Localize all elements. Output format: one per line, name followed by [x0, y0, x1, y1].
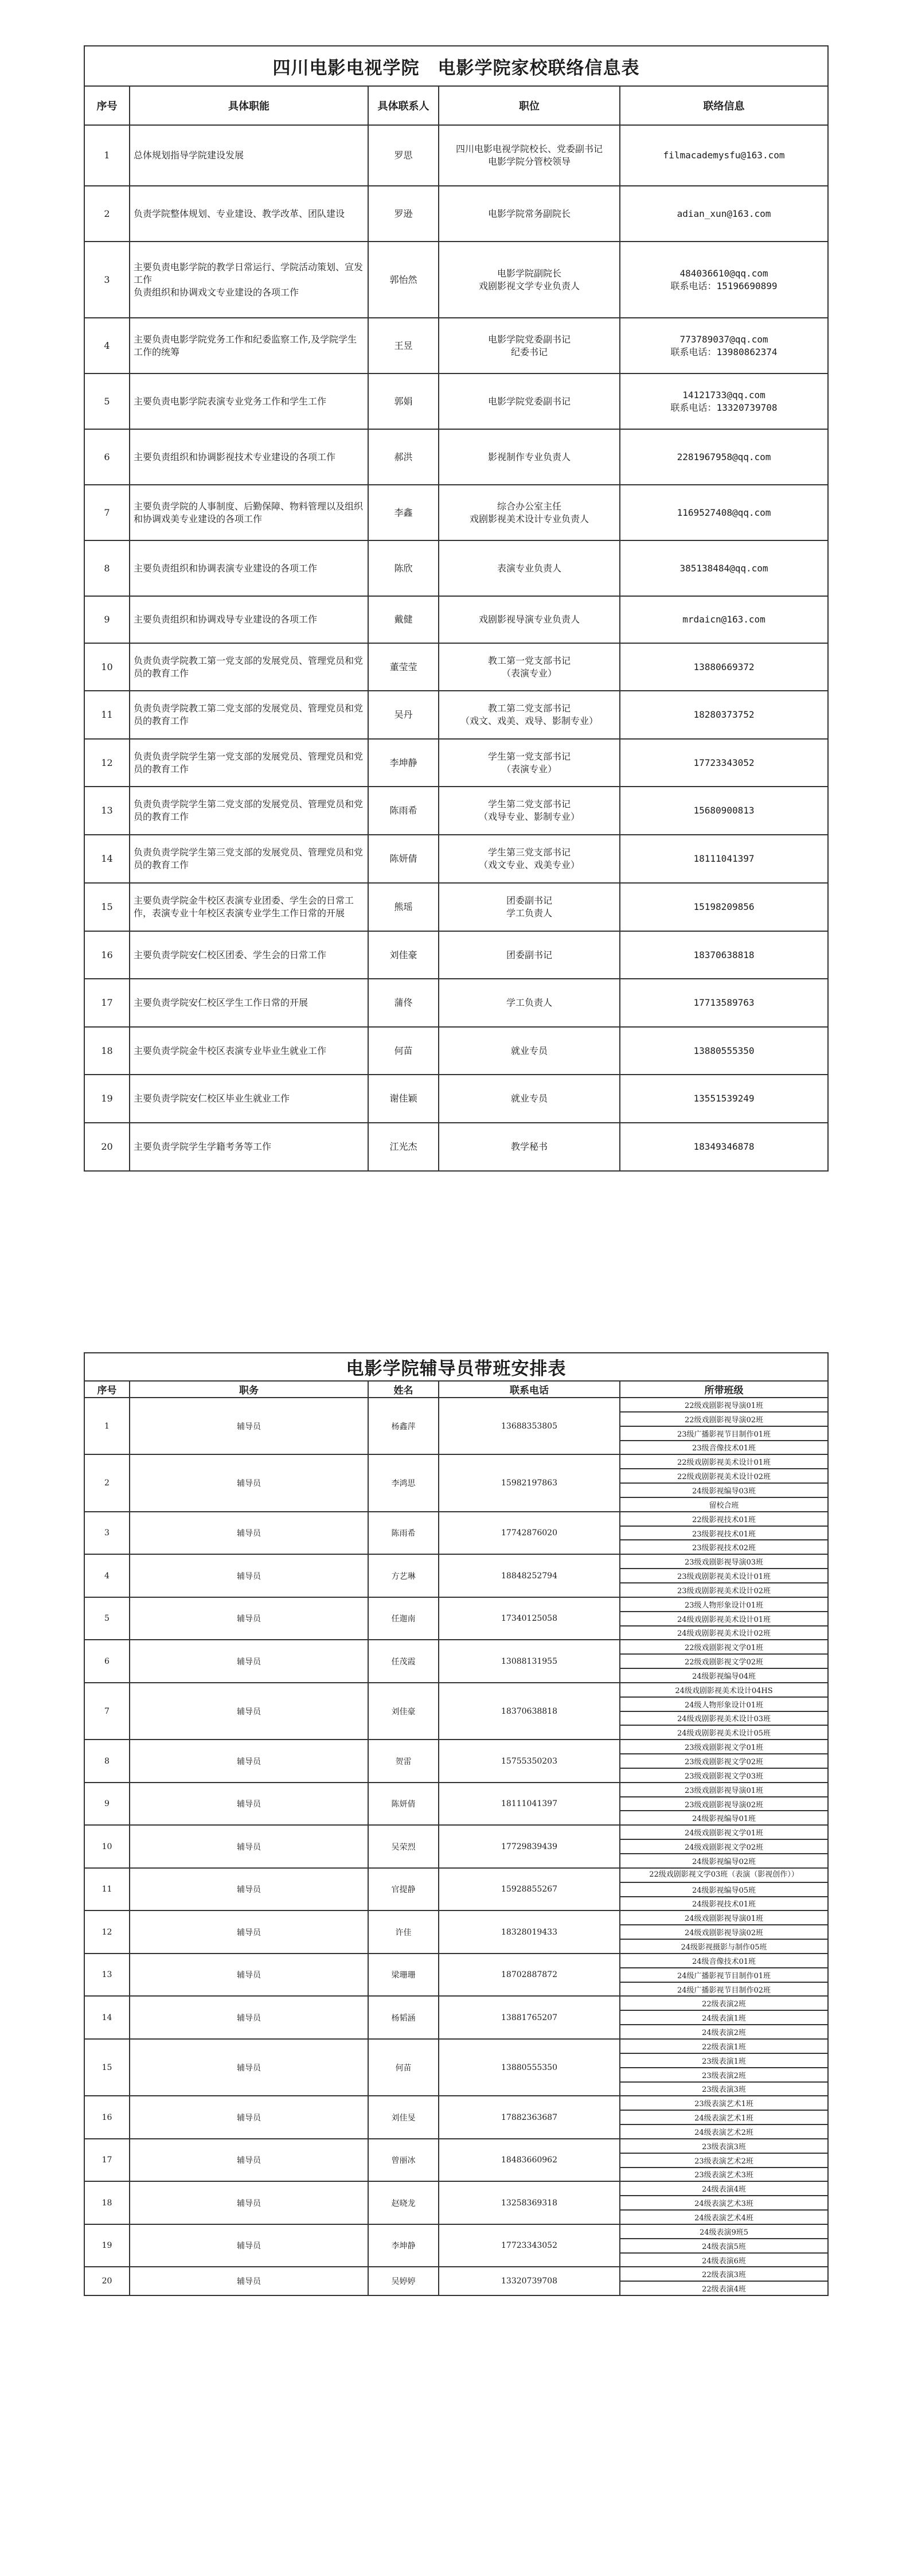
contact-person: 刘佳豪 — [368, 931, 439, 979]
class-name: 24级表演艺术4班 — [620, 2210, 828, 2224]
counselor-name: 杨鑫萍 — [368, 1398, 439, 1454]
counselor-name: 任迦南 — [368, 1597, 439, 1640]
table-row — [84, 643, 828, 691]
row-number: 17 — [84, 2139, 130, 2182]
row-number: 14 — [84, 1996, 130, 2039]
class-name: 24级表演9班5 — [620, 2224, 828, 2239]
role-cell: 辅导员 — [130, 1398, 368, 1454]
table-row — [84, 931, 828, 979]
counselor-header-cell: 所带班级 — [620, 1381, 828, 1398]
class-name: 24级影视编导02班 — [620, 1854, 828, 1868]
counselor-name: 李鸿思 — [368, 1454, 439, 1511]
row-number: 11 — [84, 1868, 130, 1911]
contact-header-cell: 职位 — [439, 86, 620, 125]
class-name: 23级戏剧影视文学02班 — [620, 1754, 828, 1768]
table-row — [84, 739, 828, 787]
class-name: 22级戏剧影视文学02班 — [620, 1654, 828, 1668]
duty-cell: 主要负责电影学院的教学日常运行、学院活动策划、宣发工作 负责组织和协调戏文专业建设的各项工作 — [130, 242, 368, 318]
table-row — [84, 2224, 828, 2239]
row-number: 3 — [84, 1512, 130, 1555]
counselor-phone: 18848252794 — [439, 1554, 620, 1597]
class-name: 23级影视技术01班 — [620, 1526, 828, 1540]
class-name: 22级戏剧影视文学01班 — [620, 1640, 828, 1654]
table-row — [84, 691, 828, 739]
row-number: 20 — [84, 2267, 130, 2295]
class-name: 24级表演2班 — [620, 2025, 828, 2039]
class-name: 23级表演艺术3班 — [620, 2168, 828, 2182]
role-cell: 辅导员 — [130, 1954, 368, 1997]
contact-person: 蒲佟 — [368, 979, 439, 1027]
position-cell: 团委副书记 学工负责人 — [439, 883, 620, 931]
duty-cell: 负责负责学院学生第一党支部的发展党员、管理党员和党员的教育工作 — [130, 739, 368, 787]
duty-cell: 主要负责组织和协调戏导专业建设的各项工作 — [130, 596, 368, 643]
duty-cell: 主要负责学院安仁校区学生工作日常的开展 — [130, 979, 368, 1027]
row-number: 15 — [84, 883, 130, 931]
contact-person: 郝洪 — [368, 429, 439, 485]
contact-header-cell: 具体职能 — [130, 86, 368, 125]
class-name: 23级表演3班 — [620, 2082, 828, 2096]
position-cell: 四川电影电视学院校长、党委副书记 电影学院分管校领导 — [439, 125, 620, 186]
row-number: 3 — [84, 242, 130, 318]
position-cell: 学工负责人 — [439, 979, 620, 1027]
table-row — [84, 186, 828, 242]
row-number: 2 — [84, 1454, 130, 1511]
position-cell: 学生第三党支部书记 （戏文专业、戏美专业） — [439, 835, 620, 883]
counselor-phone: 13320739708 — [439, 2267, 620, 2295]
position-cell: 电影学院副院长 戏剧影视文学专业负责人 — [439, 242, 620, 318]
role-cell: 辅导员 — [130, 1597, 368, 1640]
class-name: 24级影视编导01班 — [620, 1811, 828, 1825]
table-row — [84, 1640, 828, 1654]
class-name: 23级戏剧影视导演01班 — [620, 1783, 828, 1797]
position-cell: 戏剧影视导演专业负责人 — [439, 596, 620, 643]
class-name: 22级戏剧影视导演02班 — [620, 1412, 828, 1426]
role-cell: 辅导员 — [130, 2139, 368, 2182]
row-number: 1 — [84, 125, 130, 186]
class-name: 24级广播影视节目制作02班 — [620, 1982, 828, 1997]
position-cell: 综合办公室主任 戏剧影视美术设计专业负责人 — [439, 485, 620, 540]
class-name: 22级戏剧影视美术设计01班 — [620, 1454, 828, 1469]
class-name: 24级戏剧影视文学01班 — [620, 1825, 828, 1839]
contact-info: 15680900813 — [620, 787, 828, 835]
contact-info: mrdaicn@163.com — [620, 596, 828, 643]
role-cell: 辅导员 — [130, 1910, 368, 1954]
counselor-phone: 17882363687 — [439, 2096, 620, 2139]
contact-person: 董莹莹 — [368, 643, 439, 691]
table-row — [84, 125, 828, 186]
table-row — [84, 835, 828, 883]
role-cell: 辅导员 — [130, 1640, 368, 1683]
row-number: 4 — [84, 318, 130, 373]
duty-cell: 负责学院整体规划、专业建设、教学改革、团队建设 — [130, 186, 368, 242]
role-cell: 辅导员 — [130, 1825, 368, 1868]
table-row — [84, 485, 828, 540]
table-row — [84, 883, 828, 931]
row-number: 1 — [84, 1398, 130, 1454]
counselor-phone: 15982197863 — [439, 1454, 620, 1511]
class-name: 24级影视技术01班 — [620, 1897, 828, 1911]
row-number: 5 — [84, 1597, 130, 1640]
contact-person: 王昱 — [368, 318, 439, 373]
counselor-phone: 13688353805 — [439, 1398, 620, 1454]
class-name: 24级表演艺术3班 — [620, 2196, 828, 2210]
contact-person: 郭娟 — [368, 373, 439, 429]
table-row — [84, 1910, 828, 1925]
row-number: 13 — [84, 1954, 130, 1997]
class-name: 24级影视编导04班 — [620, 1668, 828, 1683]
class-name: 24级表演艺术2班 — [620, 2124, 828, 2139]
table-row — [84, 373, 828, 429]
table-row — [84, 2096, 828, 2110]
counselor-name: 许佳 — [368, 1910, 439, 1954]
counselor-phone: 18483660962 — [439, 2139, 620, 2182]
counselor-name: 官提静 — [368, 1868, 439, 1911]
contact-person: 戴健 — [368, 596, 439, 643]
class-name: 22级戏剧影视导演01班 — [620, 1398, 828, 1412]
row-number: 12 — [84, 739, 130, 787]
counselor-name: 曾丽冰 — [368, 2139, 439, 2182]
duty-cell: 主要负责组织和协调影视技术专业建设的各项工作 — [130, 429, 368, 485]
contact-info: 18349346878 — [620, 1123, 828, 1171]
class-name: 留校合班 — [620, 1497, 828, 1512]
contact-info: 13551539249 — [620, 1075, 828, 1123]
row-number: 10 — [84, 643, 130, 691]
contact-header-cell: 序号 — [84, 86, 130, 125]
counselor-name: 贺雷 — [368, 1740, 439, 1783]
counselor-name: 杨韬涵 — [368, 1996, 439, 2039]
position-cell: 影视制作专业负责人 — [439, 429, 620, 485]
table-row — [84, 1683, 828, 1697]
counselor-name: 任茂霞 — [368, 1640, 439, 1683]
row-number: 17 — [84, 979, 130, 1027]
contact-person: 李鑫 — [368, 485, 439, 540]
contact-person: 谢佳颖 — [368, 1075, 439, 1123]
counselor-phone: 17340125058 — [439, 1597, 620, 1640]
contact-header-cell: 联络信息 — [620, 86, 828, 125]
counselor-name: 何苗 — [368, 2039, 439, 2096]
row-number: 9 — [84, 1783, 130, 1826]
class-name: 24级音像技术01班 — [620, 1954, 828, 1968]
contact-person: 吴丹 — [368, 691, 439, 739]
row-number: 7 — [84, 1683, 130, 1740]
counselor-phone: 18111041397 — [439, 1783, 620, 1826]
contact-info: 18370638818 — [620, 931, 828, 979]
counselor-name: 陈雨希 — [368, 1512, 439, 1555]
counselor-header-cell: 联系电话 — [439, 1381, 620, 1398]
class-name: 23级广播影视节目制作01班 — [620, 1426, 828, 1441]
role-cell: 辅导员 — [130, 1740, 368, 1783]
duty-cell: 负责负责学院学生第二党支部的发展党员、管理党员和党员的教育工作 — [130, 787, 368, 835]
role-cell: 辅导员 — [130, 2096, 368, 2139]
class-name: 23级表演1班 — [620, 2053, 828, 2068]
position-cell: 学生第二党支部书记 （戏导专业、影制专业） — [439, 787, 620, 835]
contact-info: 484036610@qq.com 联系电话：15196690899 — [620, 242, 828, 318]
contact-table-title: 四川电影电视学院 电影学院家校联络信息表 — [84, 46, 828, 86]
duty-cell: 主要负责电影学院党务工作和纪委监察工作,及学院学生工作的统筹 — [130, 318, 368, 373]
position-cell: 教工第二党支部书记 （戏文、戏美、戏导、影制专业） — [439, 691, 620, 739]
counselor-phone: 17723343052 — [439, 2224, 620, 2267]
position-cell: 教工第一党支部书记 （表演专业） — [439, 643, 620, 691]
row-number: 7 — [84, 485, 130, 540]
contact-person: 李坤静 — [368, 739, 439, 787]
position-cell: 电影学院党委副书记 — [439, 373, 620, 429]
row-number: 19 — [84, 2224, 130, 2267]
contact-info: 1169527408@qq.com — [620, 485, 828, 540]
counselor-table-title: 电影学院辅导员带班安排表 — [84, 1353, 828, 1381]
table-row — [84, 1554, 828, 1569]
class-name: 24级表演1班 — [620, 2010, 828, 2025]
counselor-name: 方艺琳 — [368, 1554, 439, 1597]
class-name: 24级戏剧影视美术设计01班 — [620, 1612, 828, 1626]
contact-person: 熊瑶 — [368, 883, 439, 931]
table-row — [84, 1783, 828, 1797]
duty-cell: 负责负责学院学生第三党支部的发展党员、管理党员和党员的教育工作 — [130, 835, 368, 883]
class-name: 24级表演5班 — [620, 2239, 828, 2253]
row-number: 5 — [84, 373, 130, 429]
table-row — [84, 1075, 828, 1123]
row-number: 6 — [84, 429, 130, 485]
class-name: 22级戏剧影视美术设计02班 — [620, 1469, 828, 1483]
class-name: 24级表演艺术1班 — [620, 2110, 828, 2124]
row-number: 20 — [84, 1123, 130, 1171]
contact-header-cell: 具体联系人 — [368, 86, 439, 125]
position-cell: 电影学院常务副院长 — [439, 186, 620, 242]
counselor-header-cell: 序号 — [84, 1381, 130, 1398]
table-row — [84, 1740, 828, 1754]
role-cell: 辅导员 — [130, 2224, 368, 2267]
role-cell: 辅导员 — [130, 1554, 368, 1597]
counselor-name: 刘佳豪 — [368, 1683, 439, 1740]
row-number: 6 — [84, 1640, 130, 1683]
counselor-name: 刘佳旻 — [368, 2096, 439, 2139]
class-name: 22级表演4班 — [620, 2281, 828, 2295]
role-cell: 辅导员 — [130, 1783, 368, 1826]
row-number: 2 — [84, 186, 130, 242]
contact-info: 13880555350 — [620, 1027, 828, 1075]
class-name: 24级戏剧影视美术设计04HS — [620, 1683, 828, 1697]
counselor-phone: 15928855267 — [439, 1868, 620, 1911]
class-name: 23级表演艺术1班 — [620, 2096, 828, 2110]
contact-info: 15198209856 — [620, 883, 828, 931]
contact-person: 陈欣 — [368, 540, 439, 596]
class-name: 24级影视编导03班 — [620, 1483, 828, 1497]
row-number: 18 — [84, 1027, 130, 1075]
role-cell: 辅导员 — [130, 1512, 368, 1555]
class-name: 23级表演3班 — [620, 2139, 828, 2153]
class-name: 23级表演2班 — [620, 2068, 828, 2082]
contact-person: 罗思 — [368, 125, 439, 186]
counselor-name: 李坤静 — [368, 2224, 439, 2267]
role-cell: 辅导员 — [130, 2181, 368, 2224]
class-name: 22级戏剧影视文学03班（表演（影视创作）） — [620, 1868, 828, 1882]
duty-cell: 主要负责组织和协调表演专业建设的各项工作 — [130, 540, 368, 596]
table-row — [84, 1512, 828, 1526]
class-name: 24级表演4班 — [620, 2181, 828, 2196]
duty-cell: 主要负责学院安仁校区团委、学生会的日常工作 — [130, 931, 368, 979]
role-cell: 辅导员 — [130, 1868, 368, 1911]
row-number: 4 — [84, 1554, 130, 1597]
row-number: 13 — [84, 787, 130, 835]
row-number: 19 — [84, 1075, 130, 1123]
contact-info: 17723343052 — [620, 739, 828, 787]
counselor-name: 赵晓龙 — [368, 2181, 439, 2224]
role-cell: 辅导员 — [130, 1683, 368, 1740]
duty-cell: 负责负责学院教工第一党支部的发展党员、管理党员和党员的教育工作 — [130, 643, 368, 691]
class-name: 24级表演6班 — [620, 2253, 828, 2267]
class-name: 22级表演2班 — [620, 1996, 828, 2010]
contact-info: 13880669372 — [620, 643, 828, 691]
contact-person: 陈妍倩 — [368, 835, 439, 883]
contact-info: 14121733@qq.com 联系电话：13320739708 — [620, 373, 828, 429]
contact-info: 2281967958@qq.com — [620, 429, 828, 485]
role-cell: 辅导员 — [130, 2267, 368, 2295]
table-row — [84, 2267, 828, 2281]
row-number: 12 — [84, 1910, 130, 1954]
row-number: 18 — [84, 2181, 130, 2224]
role-cell: 辅导员 — [130, 2039, 368, 2096]
class-name: 24级戏剧影视美术设计05班 — [620, 1725, 828, 1740]
table-row — [84, 979, 828, 1027]
counselor-phone: 18328019433 — [439, 1910, 620, 1954]
class-name: 24级戏剧影视文学02班 — [620, 1839, 828, 1854]
counselor-assignment-table — [84, 1352, 829, 2296]
duty-cell: 总体规划指导学院建设发展 — [130, 125, 368, 186]
class-name: 23级人物形象设计01班 — [620, 1597, 828, 1612]
row-number: 15 — [84, 2039, 130, 2096]
duty-cell: 主要负责学院的人事制度、后勤保障、物料管理以及组织和协调戏美专业建设的各项工作 — [130, 485, 368, 540]
row-number: 14 — [84, 835, 130, 883]
role-cell: 辅导员 — [130, 1454, 368, 1511]
class-name: 24级人物形象设计01班 — [620, 1697, 828, 1711]
class-name: 23级戏剧影视导演02班 — [620, 1797, 828, 1811]
class-name: 24级戏剧影视美术设计02班 — [620, 1626, 828, 1640]
table-row — [84, 1454, 828, 1469]
table-row — [84, 1123, 828, 1171]
row-number: 9 — [84, 596, 130, 643]
table-row — [84, 1868, 828, 1882]
contact-person: 陈雨希 — [368, 787, 439, 835]
counselor-name: 梁珊珊 — [368, 1954, 439, 1997]
counselor-phone: 13880555350 — [439, 2039, 620, 2096]
class-name: 23级表演艺术2班 — [620, 2153, 828, 2168]
duty-cell: 主要负责学院金牛校区表演专业毕业生就业工作 — [130, 1027, 368, 1075]
duty-cell: 主要负责学院安仁校区毕业生就业工作 — [130, 1075, 368, 1123]
table-row — [84, 1825, 828, 1839]
class-name: 24级影视摄影与制作05班 — [620, 1939, 828, 1954]
contact-info: 17713589763 — [620, 979, 828, 1027]
position-cell: 就业专员 — [439, 1075, 620, 1123]
table-row — [84, 2039, 828, 2053]
class-name: 23级戏剧影视导演03班 — [620, 1554, 828, 1569]
duty-cell: 主要负责学院金牛校区表演专业团委、学生会的日常工作，表演专业十年校区表演专业学生工作日常的开展 — [130, 883, 368, 931]
row-number: 8 — [84, 1740, 130, 1783]
position-cell: 表演专业负责人 — [439, 540, 620, 596]
table-row — [84, 540, 828, 596]
counselor-name: 吴婷婷 — [368, 2267, 439, 2295]
counselor-phone: 15755350203 — [439, 1740, 620, 1783]
contact-info: 773789037@qq.com 联系电话：13980862374 — [620, 318, 828, 373]
table-row — [84, 1027, 828, 1075]
table-row — [84, 1398, 828, 1412]
position-cell: 就业专员 — [439, 1027, 620, 1075]
table-row — [84, 787, 828, 835]
table-row — [84, 596, 828, 643]
counselor-phone: 18702887872 — [439, 1954, 620, 1997]
class-name: 23级戏剧影视美术设计02班 — [620, 1583, 828, 1597]
contact-info: 18280373752 — [620, 691, 828, 739]
class-name: 23级戏剧影视文学01班 — [620, 1740, 828, 1754]
table-row — [84, 2139, 828, 2153]
counselor-name: 陈妍倩 — [368, 1783, 439, 1826]
class-name: 22级表演1班 — [620, 2039, 828, 2053]
table-row — [84, 2181, 828, 2196]
class-name: 22级影视技术01班 — [620, 1512, 828, 1526]
duty-cell: 主要负责学院学生学籍考务等工作 — [130, 1123, 368, 1171]
class-name: 24级广播影视节目制作01班 — [620, 1968, 828, 1982]
row-number: 10 — [84, 1825, 130, 1868]
class-name: 24级戏剧影视美术设计03班 — [620, 1711, 828, 1726]
contact-person: 罗逊 — [368, 186, 439, 242]
contact-info-table — [84, 45, 829, 1172]
counselor-phone: 17742876020 — [439, 1512, 620, 1555]
table-row — [84, 1954, 828, 1968]
contact-info: adian_xun@163.com — [620, 186, 828, 242]
contact-info: filmacademysfu@163.com — [620, 125, 828, 186]
counselor-phone: 13881765207 — [439, 1996, 620, 2039]
contact-person: 何苗 — [368, 1027, 439, 1075]
table-row — [84, 318, 828, 373]
counselor-phone: 13088131955 — [439, 1640, 620, 1683]
duty-cell: 负责负责学院教工第二党支部的发展党员、管理党员和党员的教育工作 — [130, 691, 368, 739]
counselor-header-cell: 姓名 — [368, 1381, 439, 1398]
contact-info: 385138484@qq.com — [620, 540, 828, 596]
position-cell: 学生第一党支部书记 （表演专业） — [439, 739, 620, 787]
contact-info: 18111041397 — [620, 835, 828, 883]
row-number: 8 — [84, 540, 130, 596]
position-cell: 电影学院党委副书记 纪委书记 — [439, 318, 620, 373]
table-row — [84, 1996, 828, 2010]
contact-person: 郭怡然 — [368, 242, 439, 318]
class-name: 23级戏剧影视美术设计01班 — [620, 1569, 828, 1583]
table-row — [84, 429, 828, 485]
row-number: 11 — [84, 691, 130, 739]
table-row — [84, 1597, 828, 1612]
counselor-name: 吴荣烈 — [368, 1825, 439, 1868]
class-name: 23级影视技术02班 — [620, 1540, 828, 1554]
class-name: 22级表演3班 — [620, 2267, 828, 2281]
class-name: 23级音像技术01班 — [620, 1441, 828, 1455]
class-name: 23级戏剧影视文学03班 — [620, 1768, 828, 1783]
position-cell: 教学秘书 — [439, 1123, 620, 1171]
role-cell: 辅导员 — [130, 1996, 368, 2039]
row-number: 16 — [84, 2096, 130, 2139]
counselor-phone: 13258369318 — [439, 2181, 620, 2224]
table-row — [84, 242, 828, 318]
class-name: 24级戏剧影视导演01班 — [620, 1910, 828, 1925]
class-name: 24级影视编导05班 — [620, 1882, 828, 1897]
duty-cell: 主要负责电影学院表演专业党务工作和学生工作 — [130, 373, 368, 429]
position-cell: 团委副书记 — [439, 931, 620, 979]
contact-person: 江光杰 — [368, 1123, 439, 1171]
counselor-header-cell: 职务 — [130, 1381, 368, 1398]
counselor-phone: 17729839439 — [439, 1825, 620, 1868]
class-name: 24级戏剧影视导演02班 — [620, 1925, 828, 1939]
counselor-phone: 18370638818 — [439, 1683, 620, 1740]
row-number: 16 — [84, 931, 130, 979]
